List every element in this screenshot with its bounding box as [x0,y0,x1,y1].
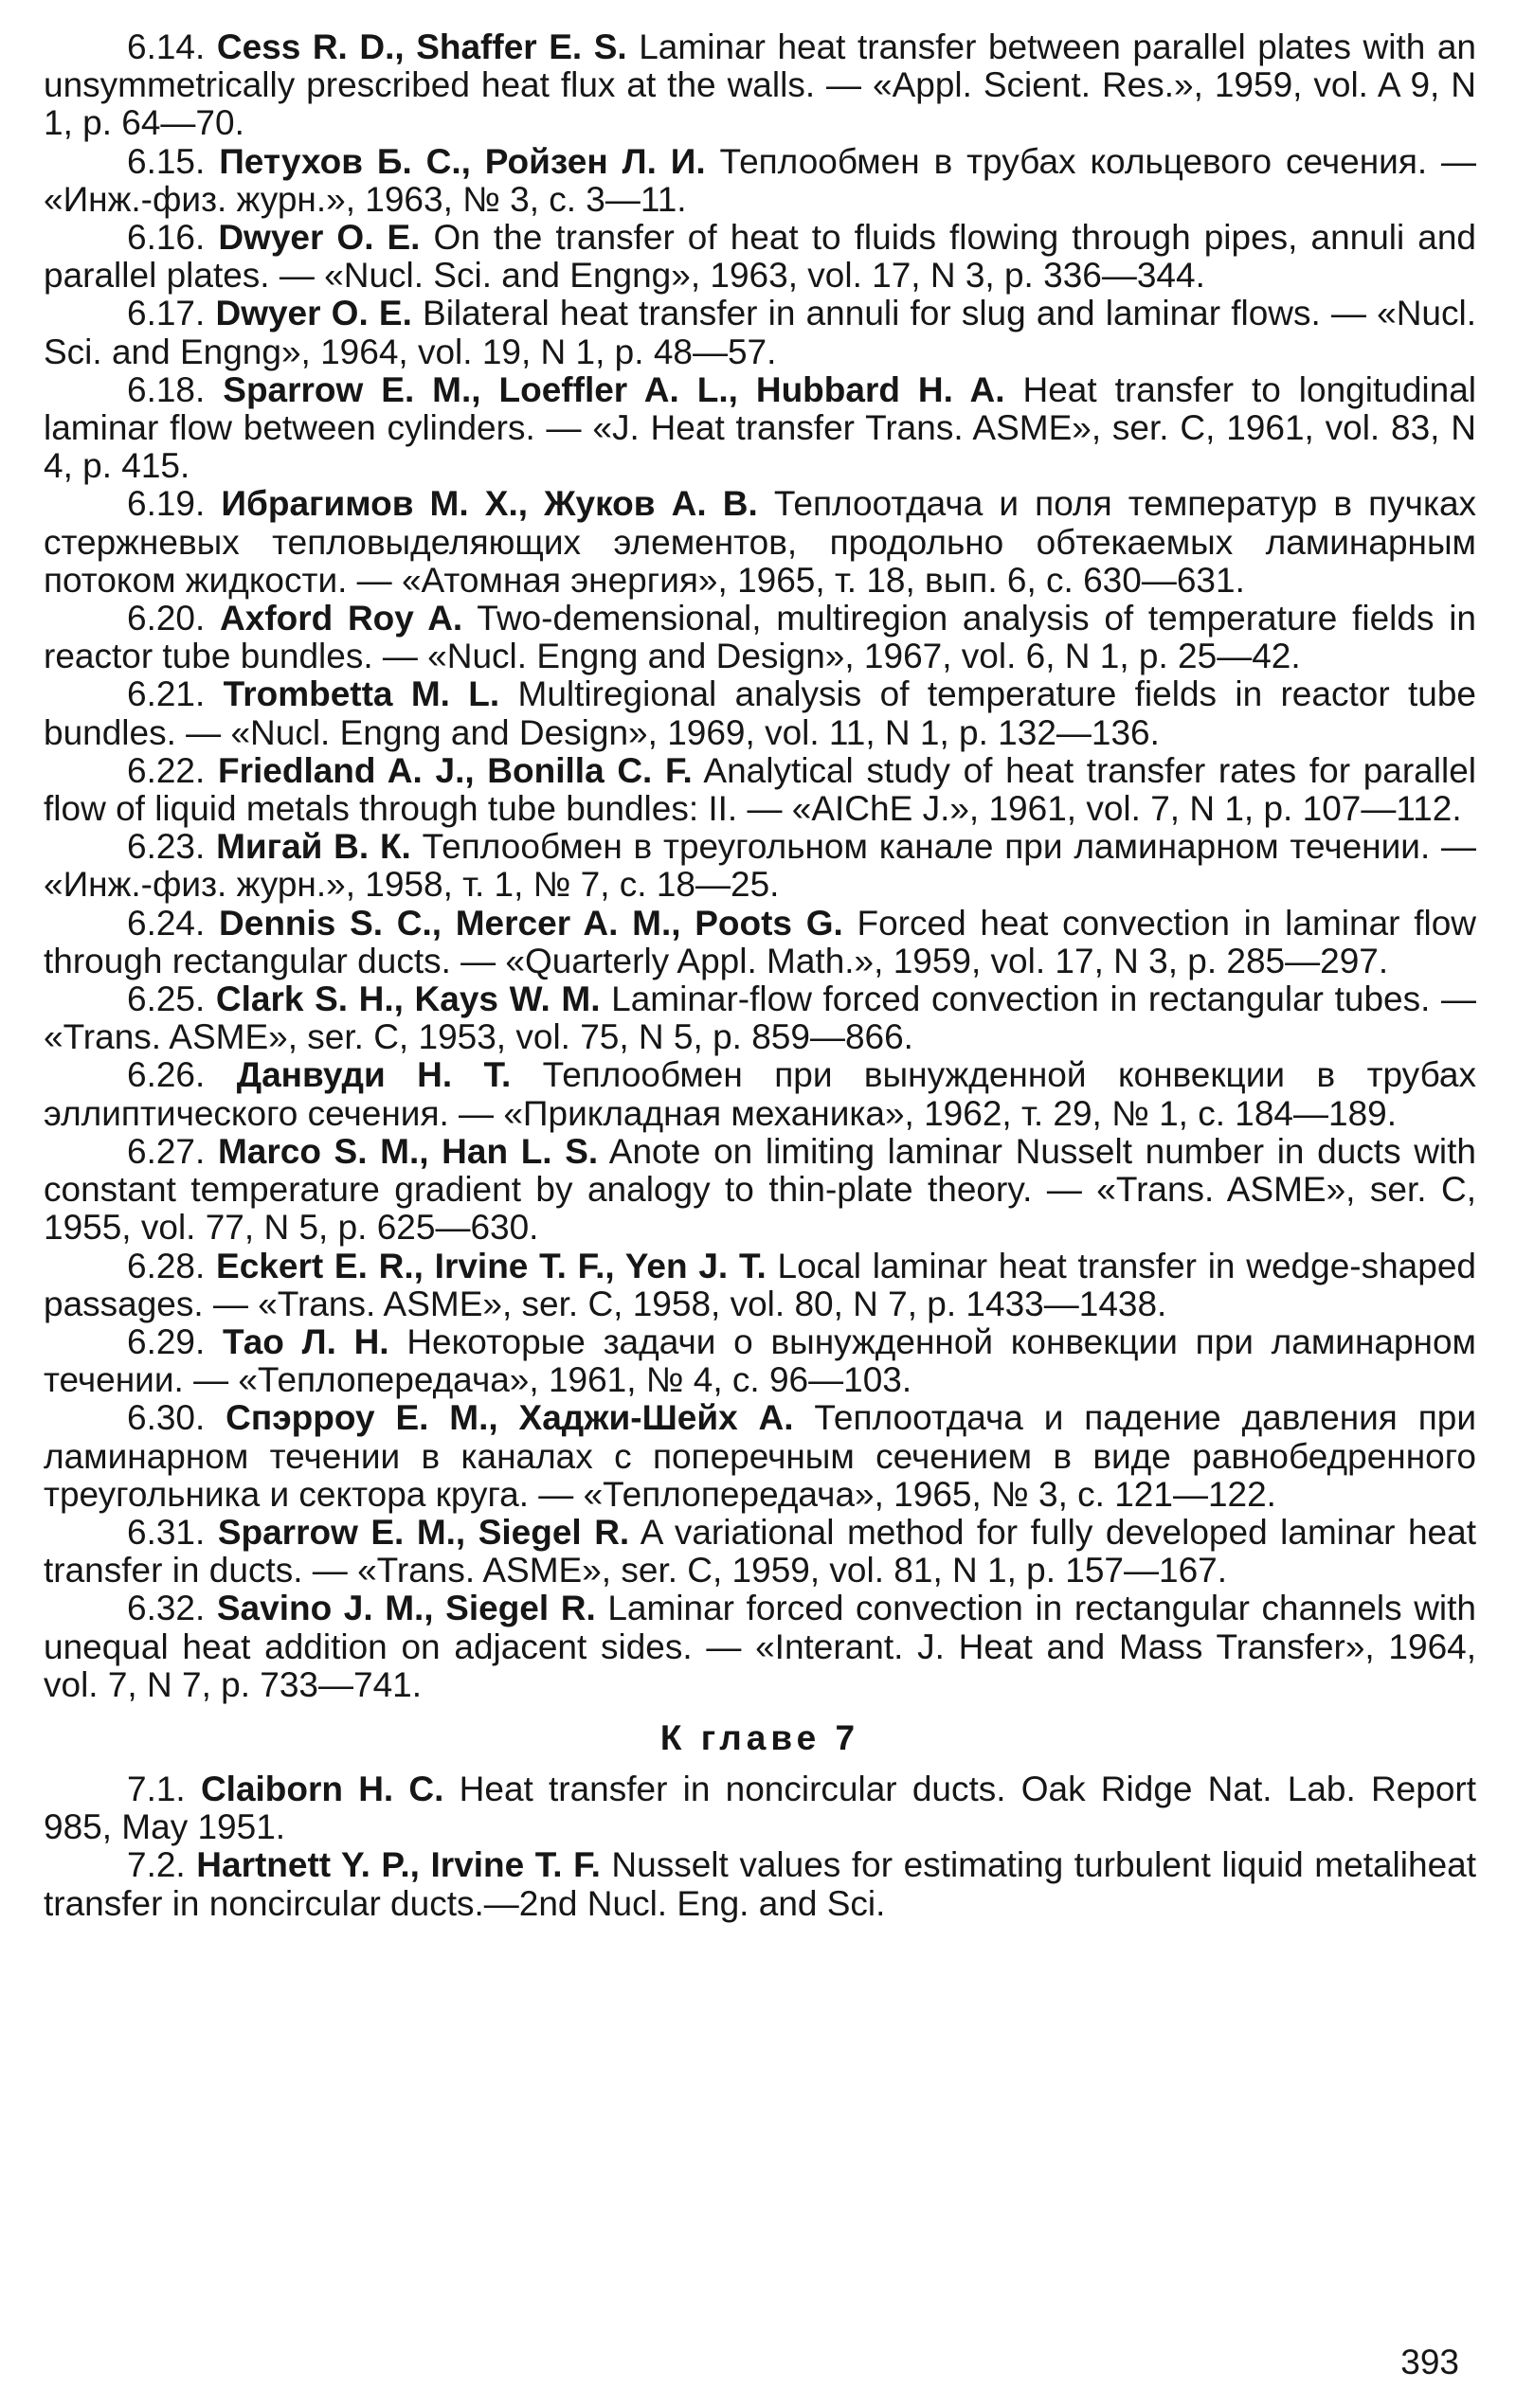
reference-number: 6.19. [127,484,206,524]
chapter-heading: К главе 7 [659,1717,860,1757]
reference-text: Laminar-flow forced convection in rectangular tubes. — «Trans. ASME», ser. C, 1953, vol. 75, N 5, p. 859—866. [44,979,1477,1057]
reference-text: Теплоотдача и падение давления при ламинарном течении в каналах с поперечным сечением в виде равнобедренного треугольника и сектора круга. — «Теплопередача», 1965, № 3, с. 121—122. [44,1398,1476,1514]
reference-entry [44,1514,1476,1590]
reference-authors: Sparrow E. M., Loeffler A. L., Hubbard H. A. [223,369,1005,409]
reference-number: 6.28. [127,1246,206,1285]
reference-entry [44,1846,1476,1922]
reference-text: Laminar heat transfer between parallel plates with an unsymmetrically prescribed heat flux at the walls. — «Appl. Scient. Res.», 1959, vol. A 9, N 1, p. 64—70. [44,27,1477,143]
reference-text: Теплообмен при вынужденной конвекции в трубах эллиптического сечения. — «Прикладная механика», 1962, т. 29, № 1, с. 184—189. [44,1055,1477,1133]
reference-entry [44,600,1476,675]
reference-entry [44,295,1476,370]
reference-authors: Тао Л. Н. [223,1321,389,1361]
reference-text: Local laminar heat transfer in wedge-shaped passages. — «Trans. ASME», ser. C, 1958, vol. 80, N 7, p. 1433—1438. [44,1246,1476,1323]
reference-entry [44,485,1476,600]
reference-number: 6.27. [127,1131,206,1171]
bibliography-page [44,28,1476,1923]
reference-text: A variational method for fully developed laminar heat transfer in ducts. — «Trans. ASME», ser. C, 1959, vol. 81, N 1, p. 157—167. [44,1512,1476,1590]
reference-authors: Sparrow E. M., Siegel R. [217,1512,630,1552]
reference-authors: Спэрроу Е. М., Хаджи-Шейх А. [226,1398,794,1438]
reference-number: 6.25. [127,979,206,1019]
reference-number: 6.15. [127,141,206,181]
reference-entry [44,1056,1476,1132]
reference-authors: Dwyer O. E. [215,294,412,333]
reference-entry [44,980,1476,1056]
reference-authors: Eckert E. R., Irvine T. F., Yen J. T. [216,1246,767,1285]
reference-number: 6.26. [127,1055,206,1095]
reference-number: 6.18. [127,369,206,409]
reference-entry [44,752,1476,828]
reference-text: Heat transfer in noncircular ducts. Oak Ridge Nat. Lab. Report 985, May 1951. [44,1769,1477,1847]
reference-authors: Cess R. D., Shaffer E. S. [216,27,627,66]
reference-text: Теплообмен в трубах кольцевого сечения. — «Инж.-физ. журн.», 1963, № 3, с. 3—11. [44,141,1477,219]
references-list [44,28,1476,1704]
reference-number: 6.14. [127,27,206,66]
reference-text: Multiregional analysis of temperature fields in reactor tube bundles. — «Nucl. Engng and Design», 1969, vol. 11, N 1, p. 132—136. [44,674,1476,752]
reference-entry [44,828,1476,904]
reference-number: 6.23. [127,827,206,867]
reference-authors: Hartnett Y. P., Irvine T. F. [196,1845,601,1885]
reference-authors: Мигай В. К. [216,827,411,867]
reference-number: 6.20. [127,599,206,638]
reference-number: 6.24. [127,903,206,943]
reference-authors: Dennis S. C., Mercer A. M., Poots G. [219,903,843,943]
reference-authors: Claiborn H. C. [200,1769,444,1808]
reference-text: Laminar forced convection in rectangular channels with unequal heat addition on adjacent sides. — «Interant. J. Heat and Mass Transfer», 1964, vol. 7, N 7, p. 733—741. [44,1589,1477,1704]
reference-entry [44,219,1476,295]
chapter-7-references-list [44,1770,1476,1923]
page-number: 393 [1400,2343,1459,2381]
reference-text: Некоторые задачи о вынужденной конвекции при ламинарном течении. — «Теплопередача», 1961, № 4, с. 96—103. [44,1321,1476,1400]
reference-text: Теплоотдача и поля температур в пучках стержневых тепловыделяющих элементов, продольно обтекаемых ламинарным потоком жидкости. — «Атомная энергия», 1965, т. 18, вып. 6, с. 630—631. [44,484,1477,600]
reference-number: 6.30. [127,1398,206,1438]
reference-entry [44,1590,1476,1704]
reference-number: 6.32. [127,1589,206,1628]
reference-entry [44,28,1476,143]
reference-entry [44,1248,1476,1323]
reference-number: 6.22. [127,750,206,790]
reference-number: 6.17. [127,294,206,333]
reference-authors: Trombetta M. L. [223,674,500,714]
reference-number: 6.31. [127,1512,206,1552]
reference-entry [44,371,1476,486]
reference-text: Nusselt values for estimating turbulent liquid metaliheat transfer in noncircular ducts.—2nd Nucl. Eng. and Sci. [44,1845,1477,1923]
reference-entry [44,1399,1476,1514]
reference-entry [44,1323,1476,1399]
reference-entry [44,675,1476,751]
reference-text: Forced heat convection in laminar flow through rectangular ducts. — «Quarterly Appl. Math.», 1959, vol. 17, N 3, p. 285—297. [44,903,1477,980]
reference-authors: Петухов Б. С., Ройзен Л. И. [219,141,706,181]
reference-number: 7.2. [127,1845,186,1885]
reference-entry [44,143,1476,219]
reference-text: Heat transfer to longitudinal laminar flow between cylinders. — «J. Heat transfer Trans. ASME», ser. C, 1961, vol. 83, N 4, p. 415. [44,369,1477,486]
reference-text: On the transfer of heat to fluids flowing through pipes, annuli and parallel plates. — «Nucl. Sci. and Engng», 1963, vol. 17, N 3, p. 336—344. [44,218,1477,296]
reference-entry [44,1133,1476,1248]
reference-authors: Marco S. M., Han L. S. [217,1131,599,1171]
reference-authors: Ибрагимов М. Х., Жуков А. В. [221,484,758,524]
reference-authors: Clark S. H., Kays W. M. [215,979,601,1019]
reference-number: 6.29. [127,1321,206,1361]
reference-entry [44,1770,1476,1846]
reference-number: 6.16. [127,218,206,258]
reference-text: Anote on limiting laminar Nusselt number in ducts with constant temperature gradient by analogy to thin-plate theory. — «Trans. ASME», ser. C, 1955, vol. 77, N 5, p. 625—630. [44,1131,1476,1248]
reference-text: Bilateral heat transfer in annuli for slug and laminar flows. — «Nucl. Sci. and Engng», 1964, vol. 19, N 1, p. 48—57. [44,294,1477,371]
reference-authors: Dwyer O. E. [218,218,421,258]
reference-number: 6.21. [127,674,206,714]
reference-text: Two-demensional, multiregion analysis of temperature fields in reactor tube bundles. — «Nucl. Engng and Design», 1967, vol. 6, N 1, p. 25—42. [44,599,1476,676]
reference-text: Теплообмен в треугольном канале при ламинарном течении. — «Инж.-физ. журн.», 1958, т. 1, № 7, с. 18—25. [44,827,1477,905]
reference-text: Analytical study of heat transfer rates for parallel flow of liquid metals through tube bundles: II. — «AIChE J.», 1961, vol. 7, N 1, p. 107—112. [44,750,1476,829]
reference-authors: Savino J. M., Siegel R. [216,1589,596,1628]
reference-authors: Axford Roy A. [220,599,463,638]
reference-number: 7.1. [127,1769,186,1808]
reference-entry [44,905,1476,980]
reference-authors: Friedland A. J., Bonilla C. F. [217,750,693,790]
reference-authors: Данвуди Н. Т. [236,1055,512,1095]
